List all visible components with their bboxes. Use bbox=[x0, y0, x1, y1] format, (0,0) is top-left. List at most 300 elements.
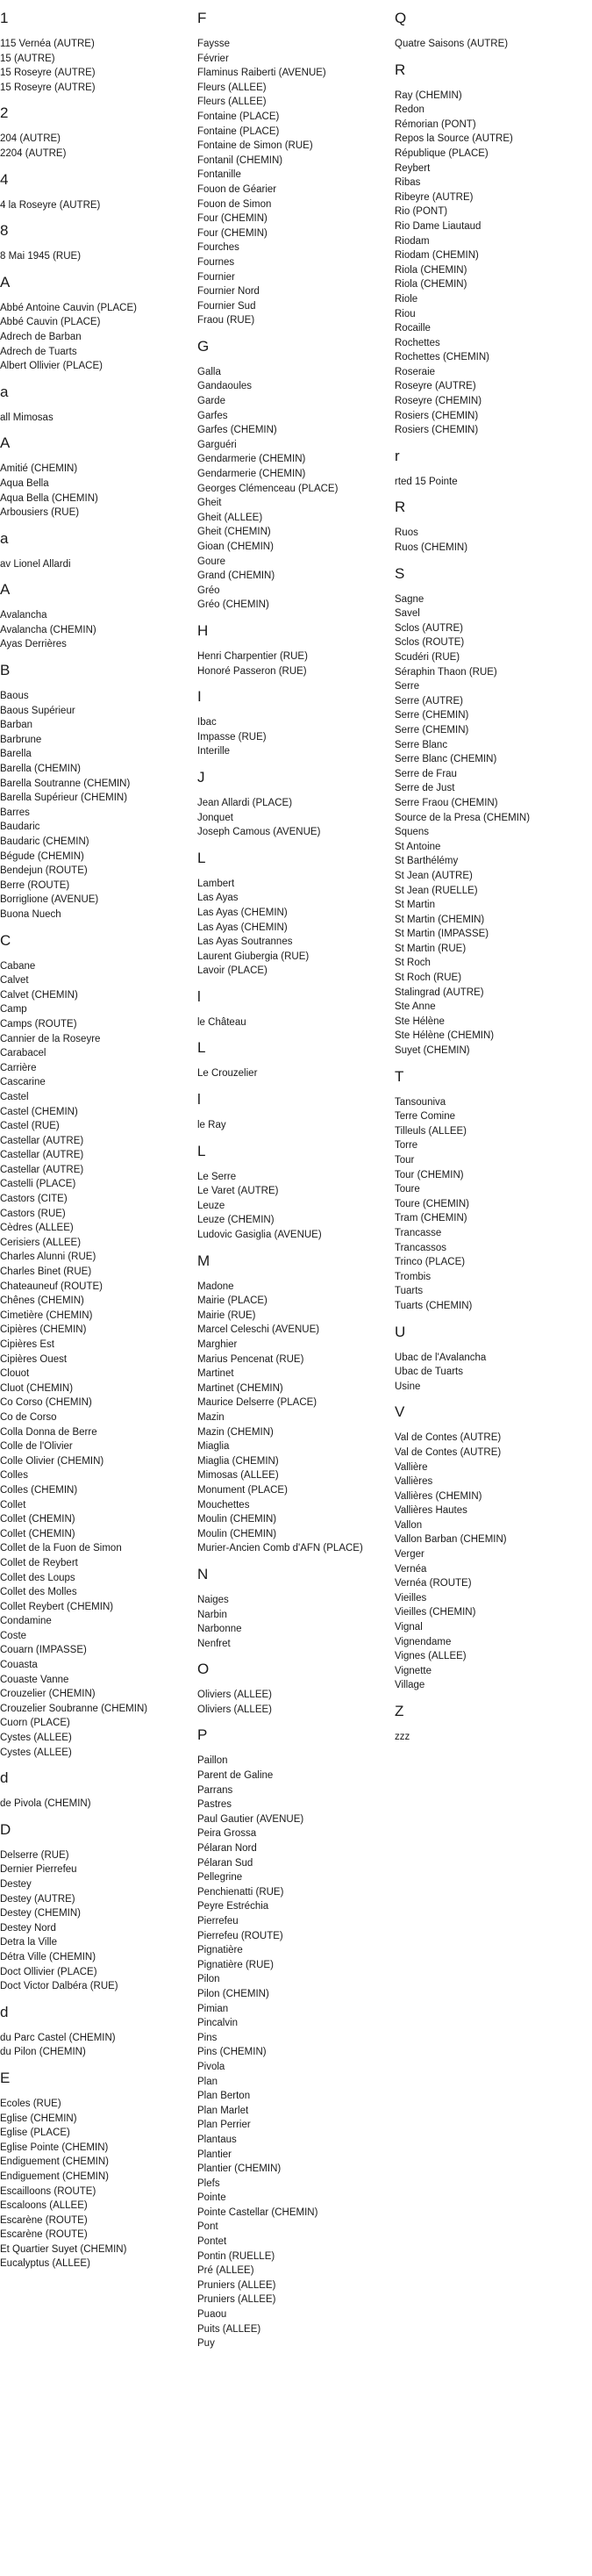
street-entry: Mazin (CHEMIN) bbox=[197, 1426, 274, 1438]
street-entry: Barban bbox=[0, 720, 33, 731]
street-entry: Four (CHEMIN) bbox=[197, 227, 267, 239]
street-entry: Jonquet bbox=[197, 812, 233, 823]
section-letter-heading: R bbox=[395, 499, 406, 516]
street-entry: St Barthélémy bbox=[395, 856, 459, 867]
index-section bbox=[0, 104, 193, 161]
street-entry: Rocaille bbox=[395, 323, 431, 334]
street-entry: Source de la Presa (CHEMIN) bbox=[395, 812, 531, 823]
street-entry: Destey (CHEMIN) bbox=[0, 1908, 82, 1919]
index-section bbox=[197, 1039, 395, 1081]
index-section bbox=[197, 1252, 395, 1556]
street-entry: Vallon bbox=[395, 1519, 423, 1531]
street-entry: Honoré Passeron (RUE) bbox=[197, 665, 307, 677]
street-entry: Plantier bbox=[197, 2149, 232, 2160]
street-entry: Pellegrine bbox=[197, 1872, 243, 1884]
street-entry: Collet bbox=[0, 1499, 26, 1510]
street-entry: Détra Ville (CHEMIN) bbox=[0, 1951, 96, 1962]
street-entry: Fournier Sud bbox=[197, 300, 256, 312]
street-entry: Miaglia (CHEMIN) bbox=[197, 1455, 279, 1467]
street-entry: Ubac de l'Avalancha bbox=[395, 1352, 487, 1363]
section-letter-heading: F bbox=[197, 10, 207, 26]
street-entry: Torre bbox=[395, 1140, 418, 1152]
street-entry: Las Ayas bbox=[197, 893, 239, 904]
index-section bbox=[395, 10, 592, 52]
section-letter-heading: 4 bbox=[0, 170, 9, 188]
street-entry: Barella (CHEMIN) bbox=[0, 764, 82, 775]
street-entry: le Château bbox=[197, 1016, 246, 1028]
street-entry: Tuarts bbox=[395, 1286, 424, 1297]
street-entry: Rochettes (CHEMIN) bbox=[395, 352, 489, 363]
street-entry: Serre (CHEMIN) bbox=[395, 724, 469, 735]
street-entry: 15 Roseyre (AUTRE) bbox=[0, 68, 96, 79]
street-entry: Lavoir (PLACE) bbox=[197, 965, 267, 977]
street-entry: Fontaine de Simon (RUE) bbox=[197, 140, 313, 152]
street-entry: Avalancha (CHEMIN) bbox=[0, 624, 96, 635]
street-entry: Rio (PONT) bbox=[395, 206, 448, 218]
street-entry: Cannier de la Roseyre bbox=[0, 1033, 101, 1044]
street-entry: Puaou bbox=[197, 2309, 227, 2321]
street-entry: Marius Pencenat (RUE) bbox=[197, 1353, 304, 1365]
street-entry: Pontet bbox=[197, 2236, 227, 2248]
street-entry: Pins (CHEMIN) bbox=[197, 2047, 267, 2058]
section-letter-heading: D bbox=[0, 1820, 11, 1838]
street-entry: Serre (AUTRE) bbox=[395, 695, 463, 707]
street-entry: Pélaran Nord bbox=[197, 1843, 257, 1855]
section-letter-heading: V bbox=[395, 1403, 405, 1421]
street-entry: Riou bbox=[395, 308, 416, 319]
street-entry: Gréo (CHEMIN) bbox=[197, 599, 269, 611]
street-entry: Suyet (CHEMIN) bbox=[395, 1045, 470, 1057]
street-entry: Pilon bbox=[197, 1974, 220, 1985]
index-section bbox=[0, 530, 193, 572]
street-entry: Moulin (CHEMIN) bbox=[197, 1528, 277, 1539]
street-entry: Verger bbox=[395, 1549, 424, 1561]
street-entry: Usine bbox=[395, 1381, 421, 1392]
street-entry: du Parc Castel (CHEMIN) bbox=[0, 2032, 116, 2043]
street-entry: Peira Grossa bbox=[197, 1828, 257, 1840]
street-entry: Joseph Camous (AVENUE) bbox=[197, 827, 321, 838]
street-entry: Tuarts (CHEMIN) bbox=[395, 1300, 473, 1311]
street-entry: Collet de la Fuon de Simon bbox=[0, 1543, 122, 1554]
street-entry: Pimian bbox=[197, 2003, 229, 2014]
street-entry: Endiguement (CHEMIN) bbox=[0, 2171, 109, 2182]
street-entry: Las Ayas (CHEMIN) bbox=[197, 907, 288, 918]
index-section bbox=[395, 1068, 592, 1314]
street-entry: Serre de Just bbox=[395, 783, 455, 794]
street-entry: Endiguement (CHEMIN) bbox=[0, 2156, 109, 2168]
street-entry: Marghier bbox=[197, 1339, 238, 1350]
street-entry: Paul Gautier (AVENUE) bbox=[197, 1813, 304, 1825]
street-entry: Pélaran Sud bbox=[197, 1857, 253, 1869]
street-entry: Sclos (ROUTE) bbox=[395, 637, 465, 649]
street-entry: Camps (ROUTE) bbox=[0, 1018, 77, 1030]
street-entry: Savel bbox=[395, 608, 420, 620]
street-entry: Cipières (CHEMIN) bbox=[0, 1324, 87, 1336]
street-entry: Vignendame bbox=[395, 1636, 452, 1647]
section-letter-heading: d bbox=[0, 2003, 9, 2020]
index-section bbox=[197, 1143, 395, 1243]
street-entry: Colla Donna de Berre bbox=[0, 1426, 97, 1438]
street-entry: zzz bbox=[395, 1732, 410, 1742]
street-entry: Garde bbox=[197, 396, 225, 407]
street-entry: Gheit (ALLEE) bbox=[197, 512, 263, 523]
street-entry: Ste Anne bbox=[395, 1001, 436, 1013]
street-entry: Le Crouzelier bbox=[197, 1068, 258, 1080]
section-letter-heading: r bbox=[395, 447, 400, 464]
section-letter-heading: R bbox=[395, 61, 406, 78]
street-entry: Pivola bbox=[197, 2061, 225, 2072]
street-entry: Trinco (PLACE) bbox=[395, 1257, 466, 1268]
street-entry: Couaste Vanne bbox=[0, 1674, 69, 1685]
street-entry: Serre (CHEMIN) bbox=[395, 710, 469, 721]
street-entry: Tilleuls (ALLEE) bbox=[395, 1125, 467, 1137]
index-section bbox=[0, 222, 193, 264]
street-entry: Cèdres (ALLEE) bbox=[0, 1223, 74, 1234]
street-entry: Mairie (RUE) bbox=[197, 1310, 256, 1321]
street-entry: Arbousiers (RUE) bbox=[0, 507, 80, 519]
street-entry: Fraou (RUE) bbox=[197, 315, 255, 326]
street-entry: Plantier (CHEMIN) bbox=[197, 2163, 282, 2175]
street-entry: Plan bbox=[197, 2076, 218, 2087]
index-section bbox=[0, 2004, 193, 2060]
street-entry: Barres bbox=[0, 807, 30, 818]
street-entry: Roseraie bbox=[395, 366, 436, 377]
index-section bbox=[197, 10, 395, 328]
street-entry: rted 15 Pointe bbox=[395, 476, 458, 487]
street-entry: Destey Nord bbox=[0, 1922, 56, 1934]
street-entry: Pignatière (RUE) bbox=[197, 1959, 274, 1970]
street-entry: Couarn (IMPASSE) bbox=[0, 1645, 87, 1656]
street-entry: Bégude (CHEMIN) bbox=[0, 850, 84, 862]
street-entry: Riodam bbox=[395, 235, 430, 247]
section-letter-heading: N bbox=[197, 1565, 209, 1582]
street-entry: av Lionel Allardi bbox=[0, 558, 71, 570]
street-entry: Barella Soutranne (CHEMIN) bbox=[0, 778, 131, 789]
section-letter-heading: O bbox=[197, 1661, 210, 1678]
street-entry: Camp bbox=[0, 1004, 27, 1015]
street-entry: Collet des Loups bbox=[0, 1572, 75, 1583]
street-entry: Paillon bbox=[197, 1755, 228, 1767]
street-entry: Terre Comine bbox=[395, 1111, 456, 1123]
street-entry: Miaglia bbox=[197, 1441, 230, 1453]
street-entry: Fourches bbox=[197, 242, 239, 254]
index-column-1 bbox=[0, 0, 193, 2271]
street-entry: Castel (CHEMIN) bbox=[0, 1106, 78, 1117]
street-entry: Leuze bbox=[197, 1200, 225, 1211]
street-entry: Vallières Hautes bbox=[395, 1505, 467, 1517]
section-letter-heading: P bbox=[197, 1726, 208, 1744]
section-letter-heading: S bbox=[395, 564, 405, 582]
street-entry: Penchienatti (RUE) bbox=[197, 1886, 284, 1898]
street-entry: Dernier Pierrefeu bbox=[0, 1864, 77, 1876]
street-entry: Séraphin Thaon (RUE) bbox=[395, 666, 497, 678]
street-entry: Peyre Estréchia bbox=[197, 1901, 269, 1912]
index-section bbox=[395, 565, 592, 1058]
street-entry: Cascarine bbox=[0, 1077, 46, 1088]
index-section bbox=[0, 384, 193, 426]
street-entry: Martinet (CHEMIN) bbox=[197, 1382, 283, 1394]
street-entry: Fontanil (CHEMIN) bbox=[197, 154, 283, 166]
index-section bbox=[0, 10, 193, 95]
street-entry: Co de Corso bbox=[0, 1411, 57, 1423]
section-letter-heading: A bbox=[0, 273, 11, 291]
street-entry: Eglise (PLACE) bbox=[0, 2128, 70, 2139]
street-entry: Reybert bbox=[395, 162, 431, 174]
index-section bbox=[0, 1821, 193, 1994]
street-entry: le Ray bbox=[197, 1120, 226, 1131]
street-entry: Repos la Source (AUTRE) bbox=[395, 133, 513, 145]
section-letter-heading: J bbox=[197, 768, 205, 786]
street-entry: St Martin (CHEMIN) bbox=[395, 914, 485, 925]
street-entry: Tour (CHEMIN) bbox=[395, 1169, 464, 1180]
street-entry: 115 Vernéa (AUTRE) bbox=[0, 39, 95, 49]
section-letter-heading: L bbox=[197, 1142, 206, 1159]
street-entry: Doct Victor Dalbéra (RUE) bbox=[0, 1981, 118, 1992]
street-entry: Oliviers (ALLEE) bbox=[197, 1690, 272, 1701]
street-entry: Ubac de Tuarts bbox=[395, 1367, 463, 1378]
street-entry: Ray (CHEMIN) bbox=[395, 90, 462, 101]
street-entry: Pruniers (ALLEE) bbox=[197, 2294, 276, 2306]
street-entry: Cystes (ALLEE) bbox=[0, 1733, 72, 1744]
street-entry: Las Ayas (CHEMIN) bbox=[197, 922, 288, 933]
street-entry: Coste bbox=[0, 1630, 27, 1641]
street-entry: Garfes bbox=[197, 410, 228, 421]
street-entry: Gheit bbox=[197, 498, 222, 509]
index-section bbox=[197, 988, 395, 1030]
street-entry: Flaminus Raiberti (AVENUE) bbox=[197, 68, 326, 79]
index-column-2 bbox=[197, 0, 395, 2351]
street-entry: Vernéa bbox=[395, 1563, 427, 1575]
street-entry: Fleurs (ALLEE) bbox=[197, 97, 267, 108]
street-entry: Puits (ALLEE) bbox=[197, 2323, 261, 2335]
street-entry: Pins bbox=[197, 2032, 218, 2043]
street-entry: Rosiers (CHEMIN) bbox=[395, 425, 479, 436]
street-entry: Castel (RUE) bbox=[0, 1121, 60, 1132]
street-entry: Ste Hélène bbox=[395, 1015, 445, 1027]
index-section bbox=[0, 662, 193, 922]
street-entry: Baudaric (CHEMIN) bbox=[0, 836, 89, 847]
street-entry: Detra la Ville bbox=[0, 1937, 57, 1948]
street-entry: St Roch (RUE) bbox=[395, 972, 462, 984]
street-entry: Collet de Reybert bbox=[0, 1557, 78, 1568]
street-entry: Gréo bbox=[197, 585, 220, 596]
street-entry: Collet Reybert (CHEMIN) bbox=[0, 1601, 114, 1612]
street-entry: Squens bbox=[395, 827, 430, 838]
street-entry: Bendejun (ROUTE) bbox=[0, 865, 88, 877]
street-entry: Narbonne bbox=[197, 1624, 242, 1635]
index-section bbox=[0, 434, 193, 520]
index-section bbox=[197, 338, 395, 613]
street-entry: Georges Clémenceau (PLACE) bbox=[197, 483, 339, 494]
street-entry: Puy bbox=[197, 2338, 215, 2350]
section-letter-heading: G bbox=[197, 337, 210, 355]
street-entry: Galla bbox=[197, 366, 221, 377]
street-entry: St Antoine bbox=[395, 841, 441, 852]
street-entry: Carabacel bbox=[0, 1048, 46, 1059]
street-entry: Borriglione (AVENUE) bbox=[0, 894, 99, 906]
street-entry: Riola (CHEMIN) bbox=[395, 279, 467, 291]
street-entry: Fontaine (PLACE) bbox=[197, 111, 280, 122]
street-entry: Pignatière bbox=[197, 1945, 243, 1956]
street-entry: Henri Charpentier (RUE) bbox=[197, 650, 308, 662]
street-entry: Rémorian (PONT) bbox=[395, 118, 476, 130]
street-entry: Fleurs (ALLEE) bbox=[197, 82, 267, 93]
street-entry: Serre Blanc bbox=[395, 739, 448, 750]
section-letter-heading: a bbox=[0, 529, 9, 547]
street-entry: Pierrefeu (ROUTE) bbox=[197, 1930, 283, 1941]
index-section bbox=[0, 1769, 193, 1812]
street-entry: Gendarmerie (CHEMIN) bbox=[197, 469, 306, 480]
street-entry: Interille bbox=[197, 746, 231, 757]
street-entry: Sclos (AUTRE) bbox=[395, 622, 463, 634]
index-section bbox=[395, 448, 592, 490]
street-entry: Chênes (CHEMIN) bbox=[0, 1295, 84, 1307]
street-entry: Fournes bbox=[197, 256, 235, 268]
street-entry: Quatre Saisons (AUTRE) bbox=[395, 39, 509, 49]
street-entry: Et Quartier Suyet (CHEMIN) bbox=[0, 2243, 127, 2255]
street-entry: Collet (CHEMIN) bbox=[0, 1514, 75, 1525]
index-section bbox=[197, 1661, 395, 1717]
street-entry: Co Corso (CHEMIN) bbox=[0, 1397, 92, 1409]
street-entry: Barella bbox=[0, 749, 32, 760]
index-column-3 bbox=[395, 0, 592, 1745]
street-entry: Pontin (RUELLE) bbox=[197, 2250, 275, 2262]
street-entry: Sagne bbox=[395, 593, 424, 605]
street-entry: Nenfret bbox=[197, 1638, 231, 1649]
street-entry: Colle Olivier (CHEMIN) bbox=[0, 1455, 104, 1467]
street-entry: Ecoles (RUE) bbox=[0, 2098, 61, 2109]
street-entry: Vieilles (CHEMIN) bbox=[395, 1607, 476, 1618]
street-entry: Madone bbox=[197, 1281, 234, 1292]
street-entry: Garguéri bbox=[197, 439, 237, 450]
street-entry: Carrière bbox=[0, 1062, 37, 1073]
street-entry: Garfes (CHEMIN) bbox=[197, 425, 277, 436]
street-entry: Albert Ollivier (PLACE) bbox=[0, 361, 103, 372]
section-letter-heading: I bbox=[197, 688, 202, 706]
street-entry: Delserre (RUE) bbox=[0, 1849, 69, 1861]
street-entry: République (PLACE) bbox=[395, 147, 489, 159]
street-entry: Vallière bbox=[395, 1461, 428, 1473]
section-letter-heading: A bbox=[0, 434, 11, 452]
street-entry: Redon bbox=[395, 104, 424, 116]
street-entry: Escaloons (ALLEE) bbox=[0, 2200, 88, 2212]
street-entry: Rosiers (CHEMIN) bbox=[395, 410, 479, 421]
street-entry: Eglise Pointe (CHEMIN) bbox=[0, 2142, 109, 2153]
street-entry: Abbé Cauvin (PLACE) bbox=[0, 317, 101, 328]
street-entry: Aqua Bella bbox=[0, 477, 49, 489]
street-entry: Ibac bbox=[197, 717, 217, 728]
street-entry: Pointe bbox=[197, 2192, 226, 2204]
street-entry: Serre bbox=[395, 681, 420, 692]
index-section bbox=[0, 2070, 193, 2271]
street-entry: Riola (CHEMIN) bbox=[395, 264, 467, 276]
street-entry: Cipières Ouest bbox=[0, 1353, 68, 1365]
street-entry: Riole bbox=[395, 293, 418, 305]
street-entry: Trancassos bbox=[395, 1242, 447, 1253]
street-entry: 4 la Roseyre (AUTRE) bbox=[0, 199, 101, 211]
street-entry: Calvet (CHEMIN) bbox=[0, 989, 78, 1001]
street-entry: Pastres bbox=[197, 1799, 232, 1811]
street-entry: Ribeyre (AUTRE) bbox=[395, 191, 474, 203]
street-entry: Roseyre (AUTRE) bbox=[395, 381, 476, 392]
street-entry: Mouchettes bbox=[197, 1499, 250, 1510]
street-entry: Pruniers (ALLEE) bbox=[197, 2279, 276, 2291]
street-entry: St Roch bbox=[395, 958, 431, 969]
street-entry: Vallières bbox=[395, 1476, 433, 1488]
street-entry: Las Ayas Soutrannes bbox=[197, 936, 293, 948]
street-entry: Leuze (CHEMIN) bbox=[197, 1215, 275, 1226]
street-entry: Pincalvin bbox=[197, 2018, 239, 2029]
street-entry: Charles Binet (RUE) bbox=[0, 1266, 92, 1278]
street-entry: de Pivola (CHEMIN) bbox=[0, 1798, 91, 1810]
street-entry: Parent de Galine bbox=[197, 1770, 274, 1782]
section-letter-heading: l bbox=[197, 987, 201, 1005]
street-entry: Le Varet (AUTRE) bbox=[197, 1186, 279, 1197]
street-entry: Roseyre (CHEMIN) bbox=[395, 396, 482, 407]
street-entry: Escarène (ROUTE) bbox=[0, 2229, 88, 2241]
street-entry: Pointe Castellar (CHEMIN) bbox=[197, 2206, 318, 2218]
street-entry: Oliviers (ALLEE) bbox=[197, 1704, 272, 1715]
street-entry: Condamine bbox=[0, 1616, 52, 1627]
section-letter-heading: Q bbox=[395, 10, 407, 26]
street-entry: Cuorn (PLACE) bbox=[0, 1718, 70, 1729]
street-entry: Ruos bbox=[395, 527, 418, 539]
street-entry: Cluot (CHEMIN) bbox=[0, 1382, 74, 1394]
section-letter-heading: 1 bbox=[0, 10, 9, 26]
index-section bbox=[197, 622, 395, 678]
street-entry: St Jean (RUELLE) bbox=[395, 885, 478, 896]
street-entry: St Jean (AUTRE) bbox=[395, 870, 473, 881]
index-section bbox=[197, 1726, 395, 2350]
street-entry: Plan Marlet bbox=[197, 2105, 249, 2116]
street-entry: Marcel Celeschi (AVENUE) bbox=[197, 1324, 320, 1336]
street-entry: Amitié (CHEMIN) bbox=[0, 463, 78, 475]
street-entry: Colle de l'Olivier bbox=[0, 1441, 73, 1453]
street-entry: Février bbox=[197, 53, 229, 64]
street-entry: Murier-Ancien Comb d'AFN (PLACE) bbox=[197, 1543, 363, 1554]
street-entry: Pilon (CHEMIN) bbox=[197, 1988, 269, 1999]
street-entry: Grand (CHEMIN) bbox=[197, 570, 275, 582]
street-entry: Lambert bbox=[197, 878, 235, 889]
street-entry: Adrech de Barban bbox=[0, 331, 82, 342]
street-entry: 204 (AUTRE) bbox=[0, 133, 61, 145]
street-entry: Ayas Derrières bbox=[0, 639, 67, 650]
street-entry: Colles (CHEMIN) bbox=[0, 1484, 78, 1496]
street-entry: Gioan (CHEMIN) bbox=[197, 542, 274, 552]
street-entry: Mairie (PLACE) bbox=[197, 1295, 267, 1307]
street-entry: Cerisiers (ALLEE) bbox=[0, 1237, 82, 1248]
street-entry: Naiges bbox=[197, 1594, 229, 1605]
street-entry: Toure (CHEMIN) bbox=[395, 1198, 469, 1209]
street-entry: all Mimosas bbox=[0, 412, 53, 423]
street-entry: Vignes (ALLEE) bbox=[395, 1651, 467, 1662]
street-entry: Gendarmerie (CHEMIN) bbox=[197, 454, 306, 465]
street-entry: Mazin bbox=[197, 1411, 225, 1423]
street-entry: Faysse bbox=[197, 39, 231, 49]
section-letter-heading: Z bbox=[395, 1703, 404, 1719]
street-entry: Castellar (AUTRE) bbox=[0, 1164, 84, 1175]
street-entry: Vieilles bbox=[395, 1592, 427, 1604]
index-section bbox=[197, 850, 395, 979]
street-entry: St Martin (IMPASSE) bbox=[395, 929, 489, 940]
street-entry: Laurent Giubergia (RUE) bbox=[197, 951, 310, 962]
street-entry: Tram (CHEMIN) bbox=[395, 1213, 467, 1224]
street-entry: Avalancha bbox=[0, 610, 47, 621]
street-entry: Impasse (RUE) bbox=[197, 731, 267, 743]
street-entry: Tansouniva bbox=[395, 1096, 446, 1108]
street-entry: Parrans bbox=[197, 1784, 233, 1796]
street-entry: Trancasse bbox=[395, 1227, 442, 1238]
